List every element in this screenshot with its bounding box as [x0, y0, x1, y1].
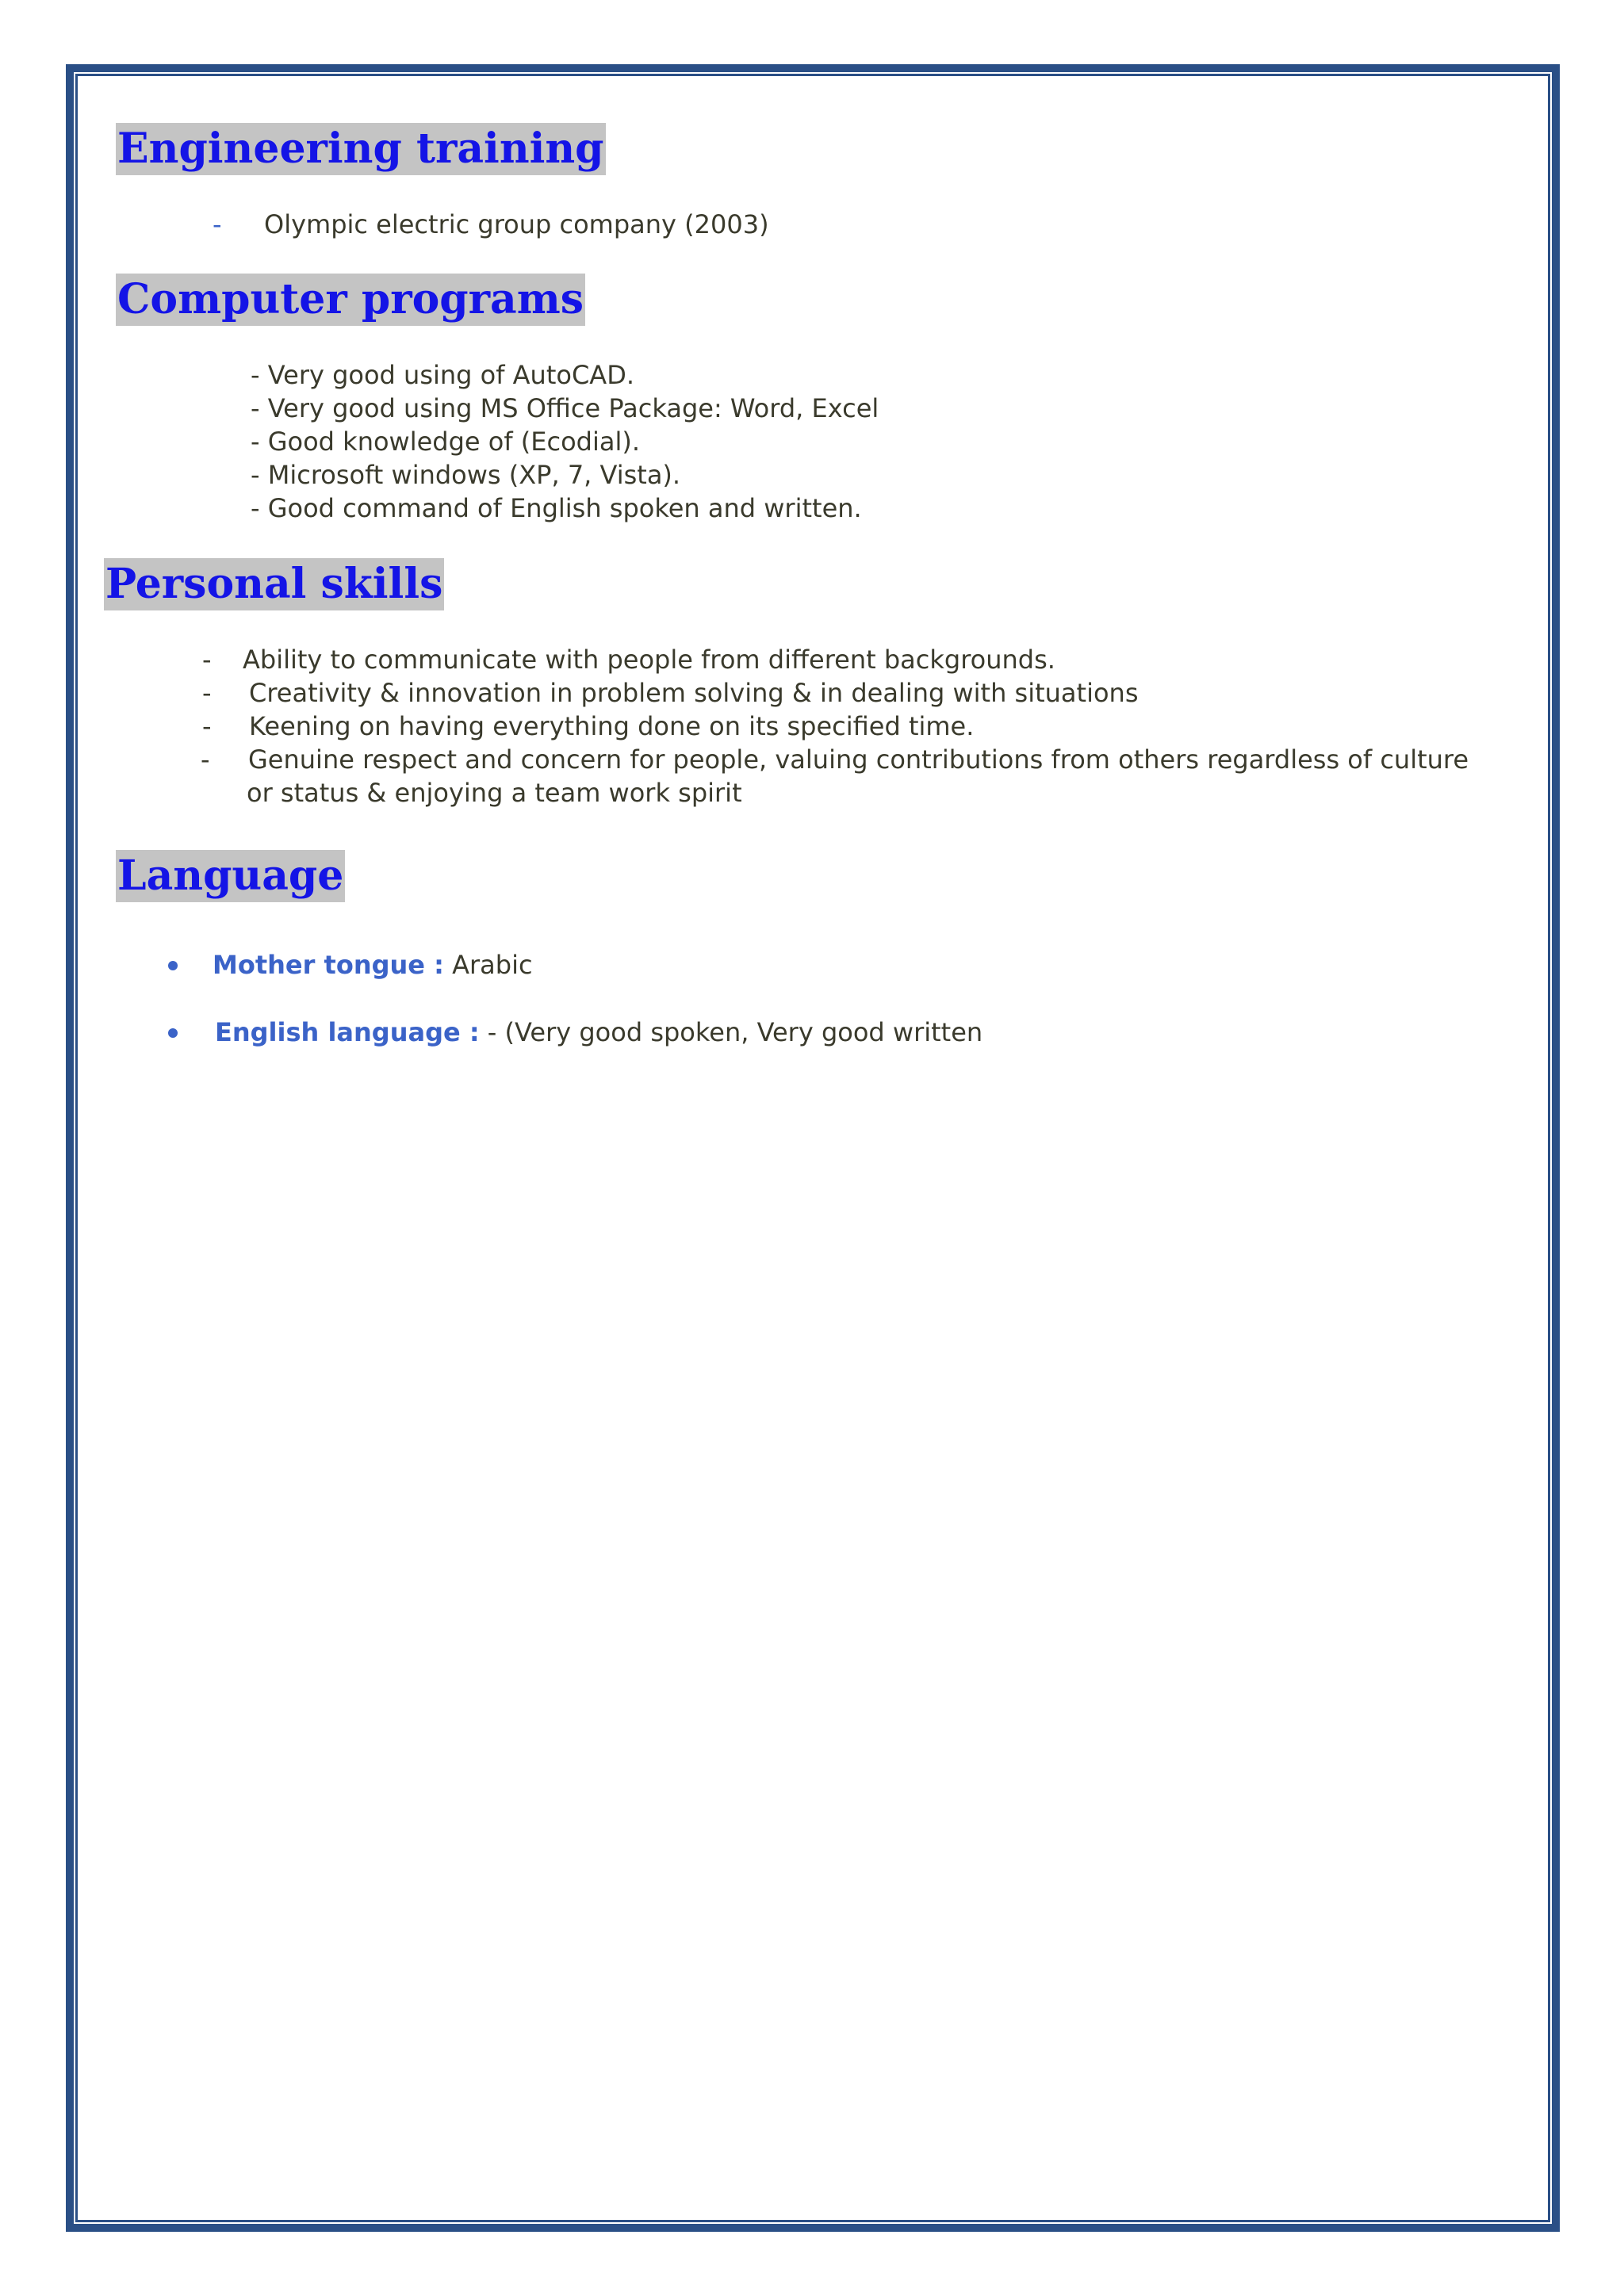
computer-programs-item: - Good knowledge of (Ecodial). — [251, 427, 641, 457]
computer-programs-item: - Very good using of AutoCAD. — [251, 360, 634, 390]
personal-skills-item: Creativity & innovation in problem solving & in dealing with situations — [249, 678, 1139, 708]
language-item-english — [215, 1016, 982, 1049]
list-dash: - — [201, 744, 210, 775]
mother-tongue-label: Mother tongue : — [213, 950, 444, 980]
language-heading: Language — [116, 850, 345, 902]
list-dash: - — [213, 209, 222, 239]
bullet-icon — [168, 961, 178, 970]
personal-skills-item: Keening on having everything done on its specified time. — [249, 711, 975, 741]
list-dash: - — [202, 678, 212, 708]
list-dash: - — [202, 711, 212, 741]
english-language-value: - (Very good spoken, Very good written — [487, 1017, 983, 1047]
computer-programs-item: - Very good using MS Office Package: Word, Excel — [251, 393, 879, 423]
bullet-icon — [168, 1028, 178, 1038]
mother-tongue-value: Arabic — [452, 950, 533, 980]
engineering-training-item: Olympic electric group company (2003) — [264, 209, 769, 239]
engineering-training-heading: Engineering training — [116, 123, 606, 175]
personal-skills-item: Genuine respect and concern for people, valuing contributions from others regardless of culture — [248, 744, 1469, 775]
personal-skills-heading: Personal skills — [104, 558, 444, 610]
personal-skills-item-continuation: or status & enjoying a team work spirit — [247, 778, 742, 808]
computer-programs-item: - Microsoft windows (XP, 7, Vista). — [251, 460, 681, 490]
computer-programs-heading: Computer programs — [116, 274, 585, 326]
personal-skills-item: Ability to communicate with people from different backgrounds. — [243, 645, 1055, 675]
english-language-label: English language : — [215, 1017, 480, 1047]
language-item-mother-tongue — [213, 948, 533, 982]
list-dash: - — [202, 645, 212, 675]
computer-programs-item: - Good command of English spoken and written. — [251, 493, 862, 523]
